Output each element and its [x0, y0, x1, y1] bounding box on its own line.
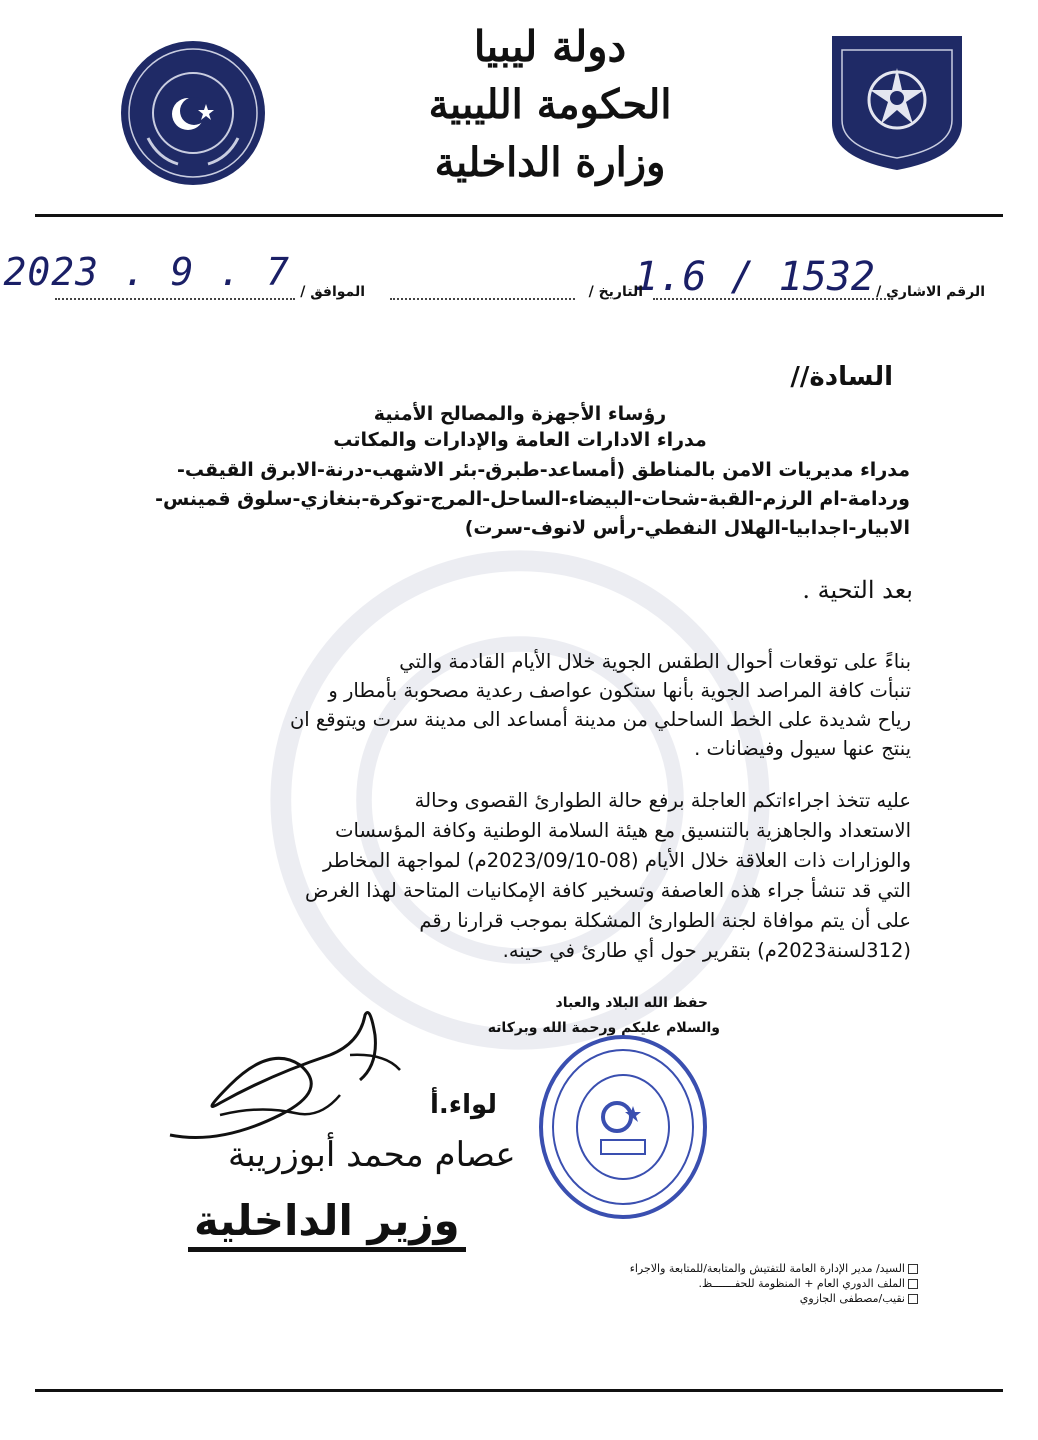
paragraph-line: عليه تتخذ اجراءاتكم العاجلة برفع حالة الطوارئ القصوى وحالة	[414, 789, 911, 812]
signatory-title: وزير الداخلية	[188, 1196, 466, 1252]
closing-greeting: والسلام عليكم ورحمة الله وبركاته	[487, 1020, 720, 1036]
reference-number-value: 1532 / 1.6	[634, 254, 875, 300]
letterhead-title	[400, 18, 700, 192]
checkbox-icon	[908, 1264, 918, 1274]
paragraph-line: ينتج عنها سيول وفيضانات .	[694, 737, 911, 760]
government-seal	[118, 38, 268, 188]
paragraph-line: الاستعداد والجاهزية بالتنسيق مع هيئة السلامة الوطنية وكافة المؤسسات	[335, 819, 911, 842]
reference-number-label: الرقم الاشاري /	[876, 284, 985, 300]
footer-divider	[35, 1389, 1003, 1392]
paragraph-line: على أن يتم موافاة لجنة الطوارئ المشكلة بموجب قرارنا رقم	[419, 909, 911, 932]
recipient-line: الابيار-اجدابيا-الهلال النفطي-رأس لانوف-سرت)	[464, 517, 910, 539]
salutation: السادة//	[790, 362, 893, 392]
state-name: دولة ليبيا	[473, 22, 627, 71]
greeting: بعد التحية .	[802, 576, 913, 604]
official-stamp	[535, 1032, 710, 1222]
ministry-name: وزارة الداخلية	[434, 139, 666, 186]
recipient-line: وردامة-ام الرزم-القبة-شحات-البيضاء-الساحل-المرج-توكرة-بنغازي-سلوق قمينس-	[155, 488, 910, 510]
date-line	[390, 298, 575, 300]
header-divider	[35, 214, 1003, 217]
signatory-name: عصام محمد أبوزريبة	[228, 1135, 516, 1175]
recipient-line: مدراء مديريات الامن بالمناطق (أمساعد-طبرق-بئر الاشهب-درنة-الابرق القيقب-	[176, 459, 910, 481]
paragraph-line: تنبأت كافة المراصد الجوية بأنها ستكون عواصف رعدية مصحوبة بأمطار و	[328, 679, 911, 702]
hijri-date-value: 2023 . 9 . 7	[3, 250, 290, 294]
government-name: الحكومة الليبية	[428, 81, 672, 128]
copy-recipient: نقيب/مصطفى الجازوي	[800, 1292, 918, 1305]
closing-prayer: حفظ الله البلاد والعباد	[555, 995, 708, 1011]
recipient-line: مدراء الادارات العامة والإدارات والمكاتب	[333, 429, 707, 451]
paragraph-line: رياح شديدة على الخط الساحلي من مدينة أمساعد الى مدينة سرت ويتوقع ان	[289, 708, 911, 731]
date-label: التاريخ /	[588, 284, 643, 300]
copy-recipient: الملف الدوري العام + المنظومة للحفـــــــظ.	[698, 1277, 918, 1290]
hijri-date-label: الموافق /	[300, 284, 365, 300]
paragraph-line: التي قد تنشأ جراء هذه العاصفة وتسخير كافة الإمكانيات المتاحة لهذا الغرض	[304, 879, 911, 902]
reference-row	[3, 250, 985, 316]
hijri-date-line	[55, 298, 295, 300]
checkbox-icon	[908, 1294, 918, 1304]
recipient-line: رؤساء الأجهزة والمصالح الأمنية	[373, 403, 667, 425]
paragraph-line: (312لسنة2023م) بتقرير حول أي طارئ في حينه.	[502, 939, 911, 962]
signatory-rank: لواء.أ	[430, 1090, 498, 1120]
checkbox-icon	[908, 1279, 918, 1289]
ministry-emblem	[822, 28, 972, 173]
copy-recipient: السيد/ مدير الإدارة العامة للتفتيش والمتابعة/للمتابعة والاجراء	[630, 1262, 918, 1275]
paragraph-line: بناءً على توقعات أحوال الطقس الجوية خلال الأيام القادمة والتي	[399, 650, 911, 673]
paragraph-line: والوزارات ذات العلاقة خلال الأيام (08-2023/09/10م) لمواجهة المخاطر	[323, 849, 911, 872]
